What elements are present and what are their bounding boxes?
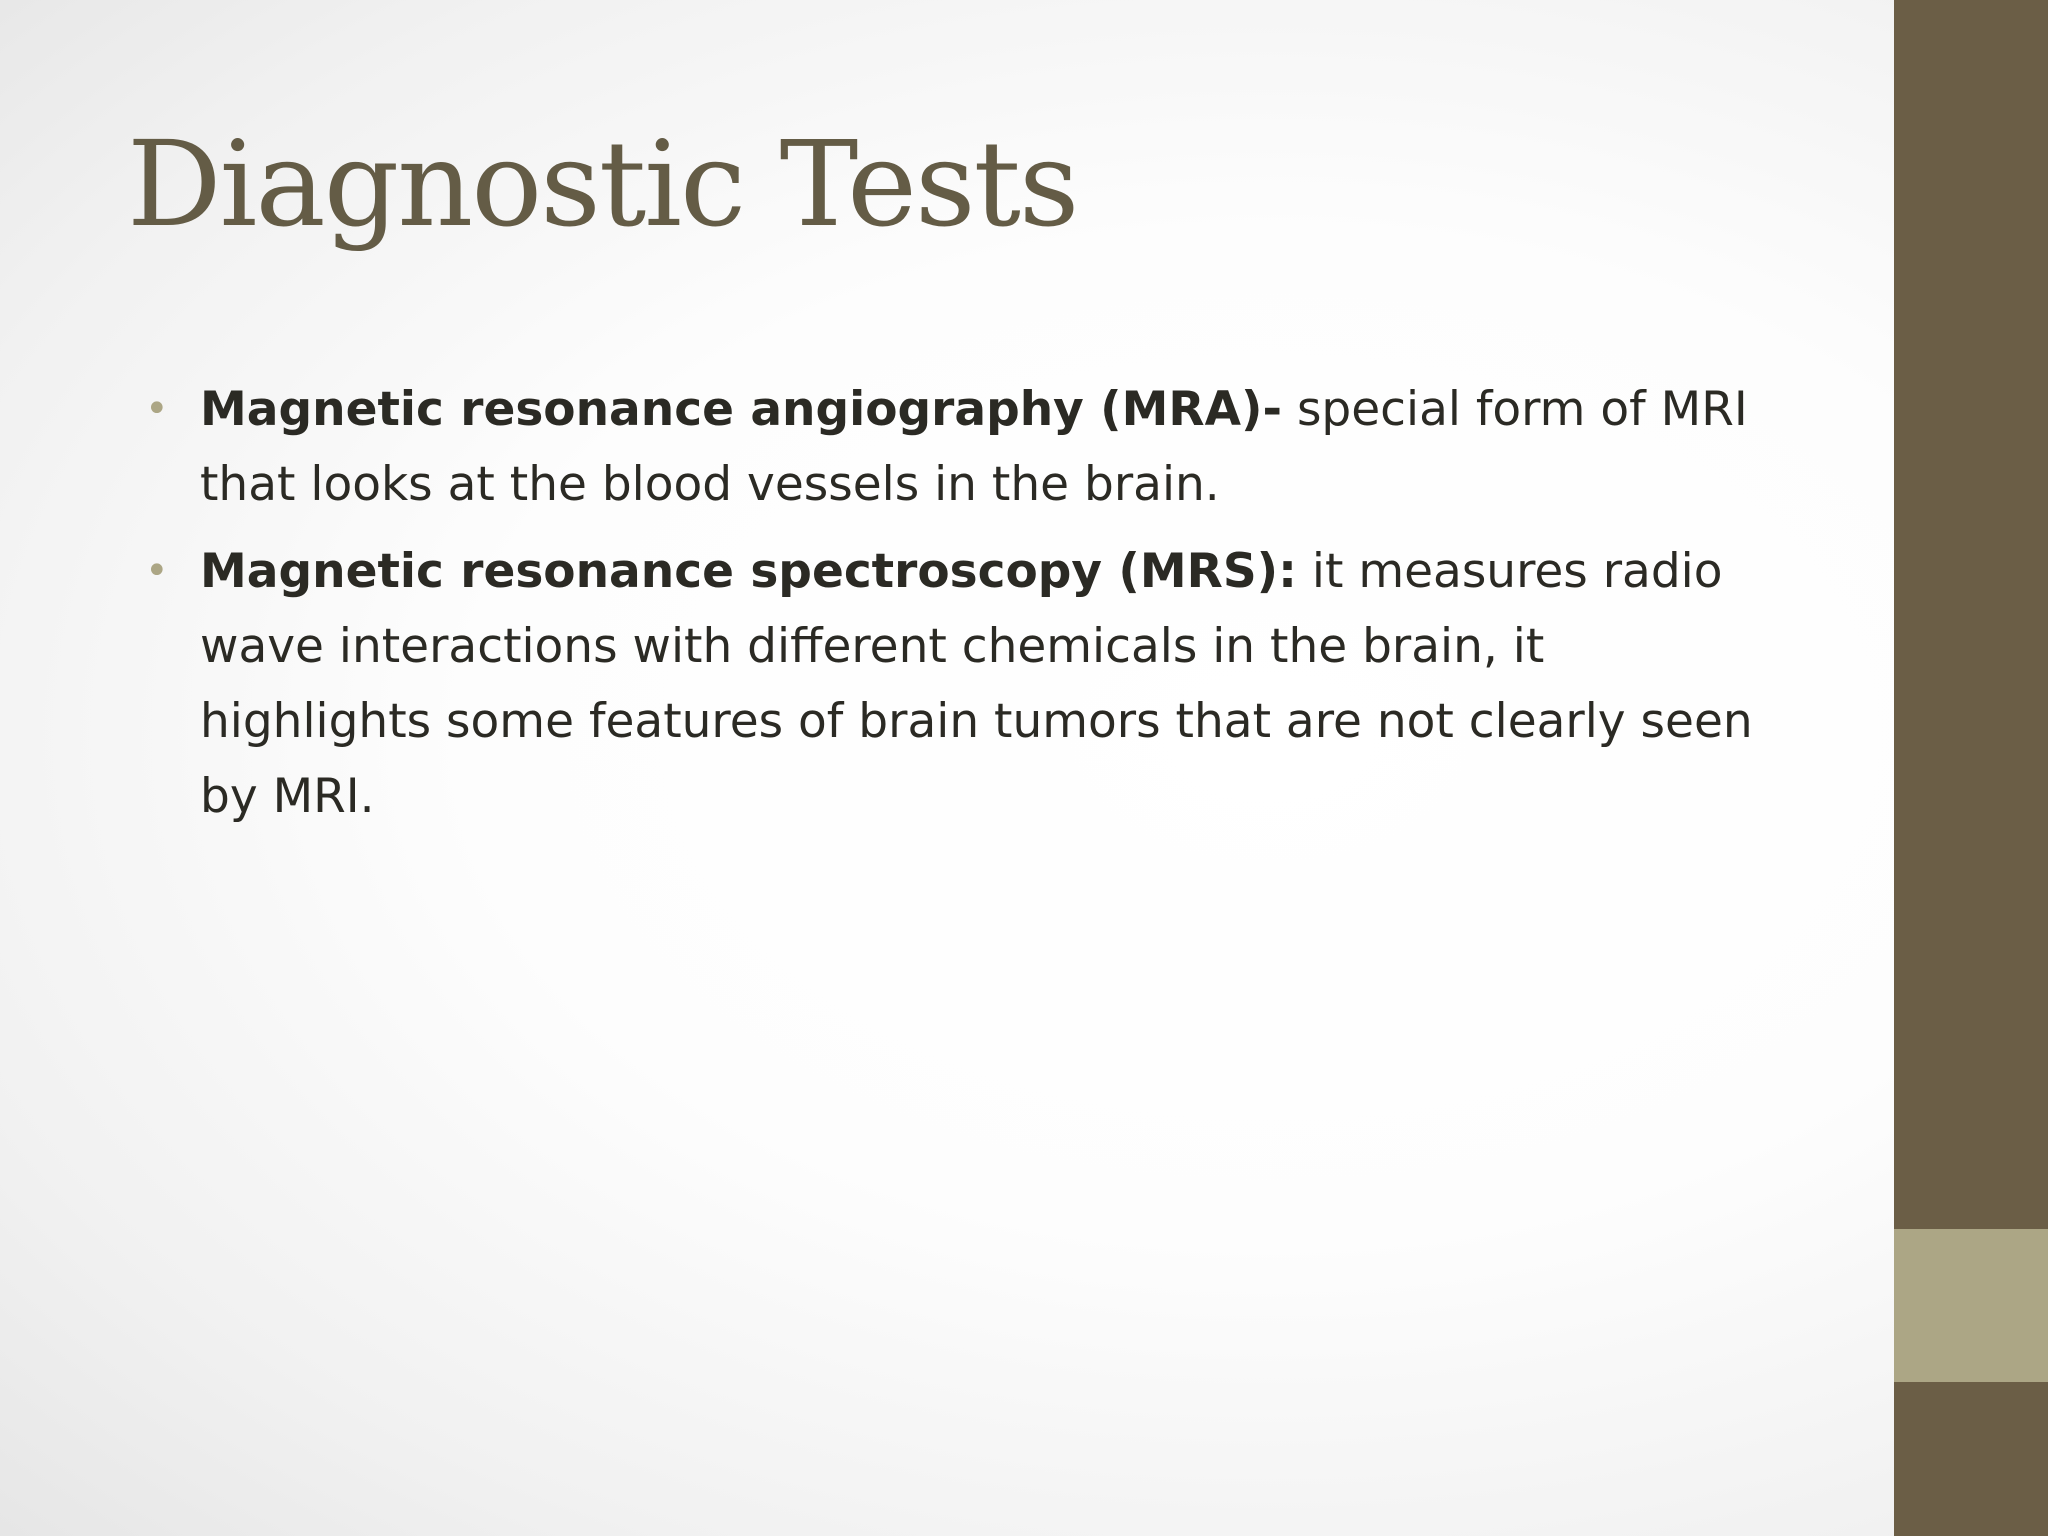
- slide-title: Diagnostic Tests: [127, 115, 1078, 253]
- side-decoration-accent: [1894, 1229, 2048, 1382]
- bullet-term: Magnetic resonance spectroscopy (MRS):: [200, 544, 1297, 599]
- bullet-text: it measures radio wave interactions with different chemicals in the brain, it highlights some features of brain tumors that are not clearly seen by MRI.: [200, 544, 1753, 824]
- bullet-icon: •: [145, 386, 169, 432]
- bullet-item-mrs: [145, 534, 1785, 834]
- bullet-text: special form of MRI that looks at the blood vessels in the brain.: [200, 382, 1748, 512]
- bullet-item-mra: [145, 372, 1785, 522]
- bullet-list: [145, 372, 1785, 846]
- bullet-term: Magnetic resonance angiography (MRA)-: [200, 382, 1282, 437]
- bullet-icon: •: [145, 548, 169, 594]
